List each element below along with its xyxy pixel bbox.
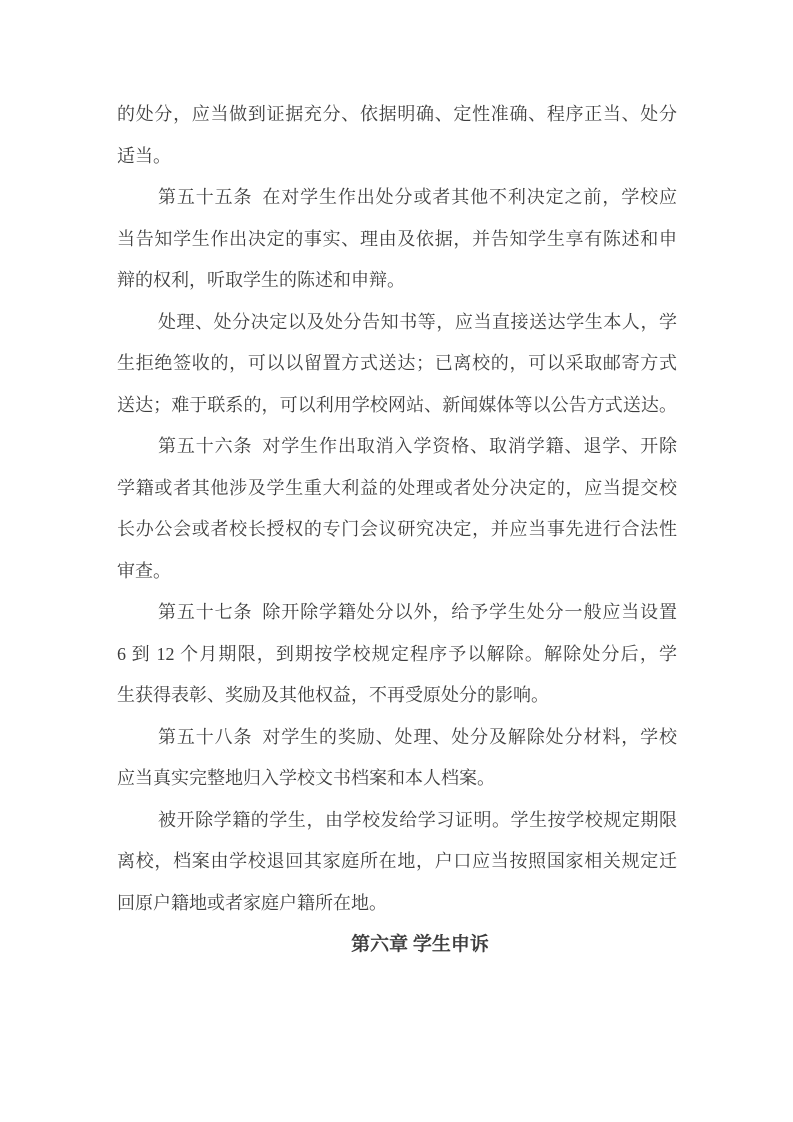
text-line: 应当真实完整地归入学校文书档案和本人档案。: [117, 768, 495, 788]
paragraph: [117, 94, 677, 177]
chapter-heading: 第六章 学生申诉: [351, 934, 489, 955]
text-line: 送达；难于联系的，可以利用学校网站、新闻媒体等以公告方式送达。: [117, 394, 677, 415]
text-line: 审查。: [117, 560, 171, 581]
paragraph: [117, 592, 677, 717]
text-line: 辩的权利，听取学生的陈述和申辩。: [117, 270, 405, 290]
text-line: 处理、处分决定以及处分告知书等，应当直接送达学生本人，学: [158, 311, 677, 332]
text-line: 6 到 12 个月期限，到期按学校规定程序予以解除。解除处分后，学: [117, 643, 677, 664]
paragraph: [117, 177, 677, 302]
text-line: 第五十六条 对学生作出取消入学资格、取消学籍、退学、开除: [158, 436, 677, 456]
text-line: 被开除学籍的学生，由学校发给学习证明。学生按学校规定期限: [158, 809, 677, 830]
text-line: 第五十七条 除开除学籍处分以外，给予学生处分一般应当设置: [158, 602, 677, 622]
text-line: 适当。: [117, 145, 171, 166]
text-line: 生拒绝签收的，可以以留置方式送达；已离校的，可以采取邮寄方式: [117, 353, 677, 373]
text-line: 长办公会或者校长授权的专门会议研究决定，并应当事先进行合法性: [117, 519, 677, 539]
text-line: 的处分，应当做到证据充分、依据明确、定性准确、程序正当、处分: [117, 104, 677, 124]
paragraph: [117, 302, 677, 427]
text-line: 第五十八条 对学生的奖励、处理、处分及解除处分材料，学校: [158, 726, 677, 747]
text-line: 离校，档案由学校退回其家庭所在地，户口应当按照国家相关规定迁: [117, 851, 677, 871]
text-line: 学籍或者其他涉及学生重大利益的处理或者处分决定的，应当提交校: [117, 477, 677, 498]
paragraph: [117, 717, 677, 800]
paragraph: [117, 426, 677, 592]
paragraph: [117, 800, 677, 925]
page-content: [117, 94, 677, 966]
text-line: 回原户籍地或者家庭户籍所在地。: [117, 892, 387, 913]
text-line: 生获得表彰、奖励及其他权益，不再受原处分的影响。: [117, 685, 549, 705]
text-line: 第五十五条 在对学生作出处分或者其他不利决定之前，学校应: [158, 187, 677, 207]
body-text: [117, 94, 677, 924]
text-line: 当告知学生作出决定的事实、理由及依据，并告知学生享有陈述和申: [117, 228, 677, 249]
